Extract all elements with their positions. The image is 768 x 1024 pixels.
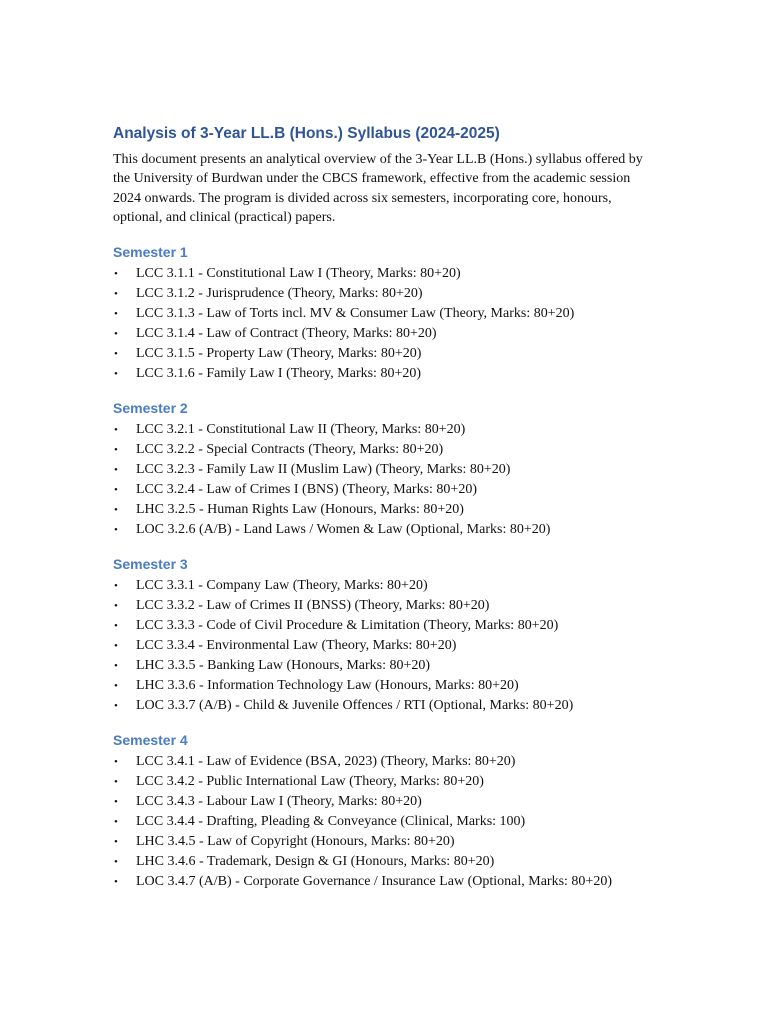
course-item (113, 636, 653, 656)
semester-heading: Semester 1 (113, 243, 188, 260)
bullet-icon: • (114, 835, 118, 848)
bullet-icon: • (114, 307, 118, 320)
semester-section (113, 398, 653, 540)
bullet-icon: • (114, 327, 118, 340)
bullet-icon: • (114, 875, 118, 888)
bullet-icon: • (114, 503, 118, 516)
course-text: LCC 3.4.4 - Drafting, Pleading & Conveyance (Clinical, Marks: 100) (136, 813, 526, 829)
course-item (113, 324, 653, 344)
course-text: LHC 3.4.6 - Trademark, Design & GI (Honours, Marks: 80+20) (136, 853, 495, 869)
bullet-icon: • (114, 619, 118, 632)
course-item (113, 616, 653, 636)
course-item (113, 460, 653, 480)
bullet-icon: • (114, 815, 118, 828)
course-text: LCC 3.1.3 - Law of Torts incl. MV & Consumer Law (Theory, Marks: 80+20) (136, 305, 575, 321)
course-item (113, 284, 653, 304)
document-title: Analysis of 3-Year LL.B (Hons.) Syllabus (2024-2025) (113, 125, 500, 142)
course-list (113, 576, 653, 716)
semester-section (113, 242, 653, 384)
bullet-icon: • (114, 463, 118, 476)
course-text: LCC 3.2.3 - Family Law II (Muslim Law) (Theory, Marks: 80+20) (136, 461, 511, 477)
course-item (113, 480, 653, 500)
course-item (113, 772, 653, 792)
bullet-icon: • (114, 267, 118, 280)
course-item (113, 500, 653, 520)
course-text: LCC 3.4.3 - Labour Law I (Theory, Marks: 80+20) (136, 793, 422, 809)
semester-section (113, 730, 653, 892)
semester-sections (113, 242, 653, 892)
course-item (113, 656, 653, 676)
course-text: LCC 3.3.1 - Company Law (Theory, Marks: 80+20) (136, 577, 428, 593)
course-item (113, 440, 653, 460)
bullet-icon: • (114, 639, 118, 652)
bullet-icon: • (114, 699, 118, 712)
bullet-icon: • (114, 659, 118, 672)
semester-heading: Semester 3 (113, 555, 188, 572)
bullet-icon: • (114, 855, 118, 868)
bullet-icon: • (114, 755, 118, 768)
course-text: LCC 3.3.2 - Law of Crimes II (BNSS) (Theory, Marks: 80+20) (136, 597, 490, 613)
course-item (113, 696, 653, 716)
course-list (113, 752, 653, 892)
course-item (113, 596, 653, 616)
course-text: LCC 3.3.3 - Code of Civil Procedure & Limitation (Theory, Marks: 80+20) (136, 617, 559, 633)
course-item (113, 812, 653, 832)
course-list (113, 264, 653, 384)
course-text: LCC 3.1.2 - Jurisprudence (Theory, Marks: 80+20) (136, 285, 423, 301)
course-text: LOC 3.2.6 (A/B) - Land Laws / Women & Law (Optional, Marks: 80+20) (136, 521, 551, 537)
course-text: LCC 3.4.2 - Public International Law (Theory, Marks: 80+20) (136, 773, 484, 789)
course-text: LCC 3.2.4 - Law of Crimes I (BNS) (Theory, Marks: 80+20) (136, 481, 477, 497)
bullet-icon: • (114, 579, 118, 592)
course-text: LHC 3.3.6 - Information Technology Law (Honours, Marks: 80+20) (136, 677, 519, 693)
course-text: LCC 3.2.1 - Constitutional Law II (Theory, Marks: 80+20) (136, 421, 466, 437)
course-item (113, 792, 653, 812)
course-text: LCC 3.1.1 - Constitutional Law I (Theory, Marks: 80+20) (136, 265, 461, 281)
course-text: LCC 3.2.2 - Special Contracts (Theory, Marks: 80+20) (136, 441, 444, 457)
bullet-icon: • (114, 287, 118, 300)
course-item (113, 344, 653, 364)
course-text: LCC 3.1.4 - Law of Contract (Theory, Marks: 80+20) (136, 325, 437, 341)
course-text: LCC 3.4.1 - Law of Evidence (BSA, 2023) (Theory, Marks: 80+20) (136, 753, 516, 769)
course-list (113, 420, 653, 540)
course-text: LHC 3.2.5 - Human Rights Law (Honours, Marks: 80+20) (136, 501, 464, 517)
course-text: LHC 3.3.5 - Banking Law (Honours, Marks: 80+20) (136, 657, 431, 673)
course-text: LOC 3.4.7 (A/B) - Corporate Governance / Insurance Law (Optional, Marks: 80+20) (136, 873, 612, 889)
bullet-icon: • (114, 423, 118, 436)
bullet-icon: • (114, 795, 118, 808)
course-text: LCC 3.1.6 - Family Law I (Theory, Marks: 80+20) (136, 365, 421, 381)
semester-heading: Semester 2 (113, 399, 188, 416)
intro-paragraph: This document presents an analytical overview of the 3-Year LL.B (Hons.) syllabus offered by the University of Burdwan under the CBCS framework, effective from the academic session 2024 onwards. The program is divided across six semesters, incorporating core, honours, optional, and clinical (practical) papers. (113, 152, 643, 226)
bullet-icon: • (114, 679, 118, 692)
course-text: LCC 3.1.5 - Property Law (Theory, Marks: 80+20) (136, 345, 422, 361)
course-item (113, 752, 653, 772)
course-text: LOC 3.3.7 (A/B) - Child & Juvenile Offences / RTI (Optional, Marks: 80+20) (136, 697, 574, 713)
document-page (113, 124, 653, 892)
bullet-icon: • (114, 523, 118, 536)
course-item (113, 832, 653, 852)
course-item (113, 576, 653, 596)
course-item (113, 364, 653, 384)
course-item (113, 872, 653, 892)
course-item (113, 264, 653, 284)
course-item (113, 520, 653, 540)
semester-section (113, 554, 653, 716)
bullet-icon: • (114, 367, 118, 380)
bullet-icon: • (114, 347, 118, 360)
semester-heading: Semester 4 (113, 731, 188, 748)
course-item (113, 852, 653, 872)
bullet-icon: • (114, 443, 118, 456)
course-text: LHC 3.4.5 - Law of Copyright (Honours, Marks: 80+20) (136, 833, 455, 849)
bullet-icon: • (114, 599, 118, 612)
course-item (113, 304, 653, 324)
bullet-icon: • (114, 775, 118, 788)
course-text: LCC 3.3.4 - Environmental Law (Theory, Marks: 80+20) (136, 637, 457, 653)
bullet-icon: • (114, 483, 118, 496)
course-item (113, 420, 653, 440)
course-item (113, 676, 653, 696)
